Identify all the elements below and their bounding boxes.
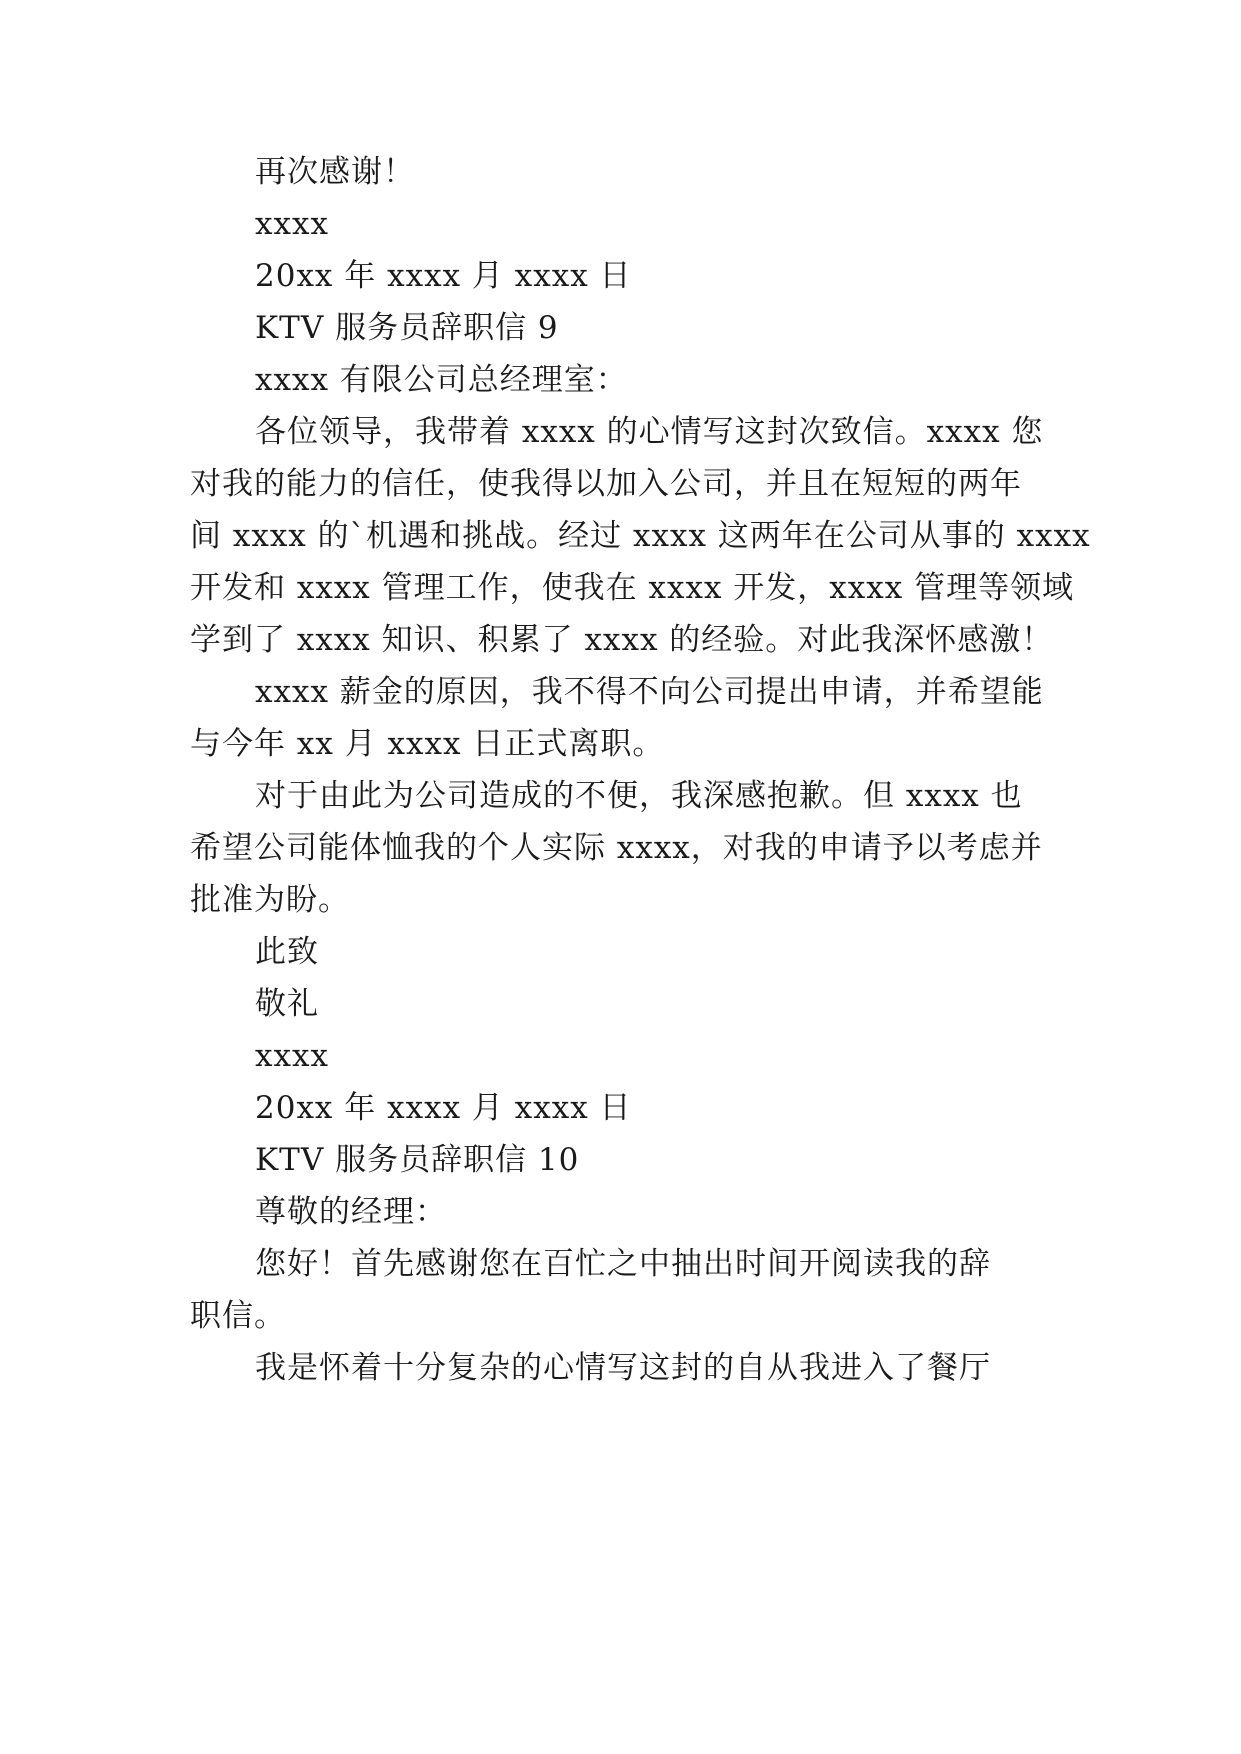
signature: xxxx: [255, 206, 329, 242]
paragraph-line: 批准为盼。: [190, 882, 350, 918]
paragraph-line: 间 xxxx 的`机遇和挑战。经过 xxxx 这两年在公司从事的 xxxx: [190, 518, 1091, 554]
paragraph-line: 各位领导，我带着 xxxx 的心情写这封次致信。xxxx 您: [255, 414, 1044, 450]
salutation: 尊敬的经理：: [255, 1194, 447, 1230]
paragraph-line: 我是怀着十分复杂的心情写这封的自从我进入了餐厅: [255, 1350, 991, 1386]
paragraph-line: 您好！首先感谢您在百忙之中抽出时间开阅读我的辞: [255, 1246, 991, 1282]
letter-title: KTV 服务员辞职信 9: [255, 310, 559, 346]
letter-title: KTV 服务员辞职信 10: [255, 1142, 580, 1178]
paragraph-line: xxxx 薪金的原因，我不得不向公司提出申请，并希望能: [255, 674, 1044, 710]
paragraph-line: 开发和 xxxx 管理工作，使我在 xxxx 开发，xxxx 管理等领域: [190, 570, 1075, 606]
date-line: 20xx 年 xxxx 月 xxxx 日: [255, 258, 632, 294]
paragraph-line: 职信。: [190, 1298, 286, 1334]
paragraph-line: 与今年 xx 月 xxxx 日正式离职。: [190, 726, 665, 762]
paragraph-line: 对于由此为公司造成的不便，我深感抱歉。但 xxxx 也: [255, 778, 1023, 814]
closing-line: 敬礼: [255, 986, 319, 1022]
salutation: xxxx 有限公司总经理室：: [255, 362, 628, 398]
paragraph-line: 学到了 xxxx 知识、积累了 xxxx 的经验。对此我深怀感激！: [190, 622, 1054, 658]
signature: xxxx: [255, 1038, 329, 1074]
date-line: 20xx 年 xxxx 月 xxxx 日: [255, 1090, 632, 1126]
paragraph-line: 希望公司能体恤我的个人实际 xxxx，对我的申请予以考虑并: [190, 830, 1043, 866]
paragraph-line: 对我的能力的信任，使我得以加入公司，并且在短短的两年: [190, 466, 1022, 502]
closing-line: 此致: [255, 934, 319, 970]
closing-thanks: 再次感谢！: [255, 154, 415, 190]
